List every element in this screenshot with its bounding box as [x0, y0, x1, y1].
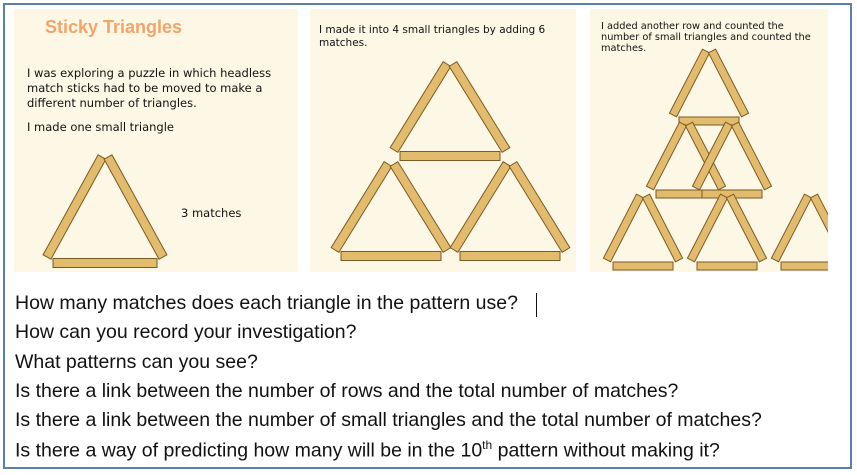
question-6 [15, 438, 720, 463]
matchstick [646, 122, 686, 190]
matchstick [390, 162, 451, 253]
panel-one-triangle [14, 9, 298, 272]
matchstick [400, 152, 500, 161]
question-6-start: Is there a way of predicting how many will be in the 10 [15, 439, 483, 462]
question-4: Is there a link between the number of rows and the total number of matches? [15, 380, 679, 402]
matchstick [726, 194, 766, 262]
matchstick [781, 262, 828, 270]
panel-title: Sticky Triangles [45, 17, 183, 37]
matchstick [669, 49, 709, 117]
matchstick [53, 259, 157, 268]
matchstick [708, 49, 748, 117]
intro-text: I was exploring a puzzle in which headless match sticks had to be moved to make a different number of triangles. [27, 66, 272, 110]
match-count-label: 3 matches [181, 206, 242, 220]
matchstick [731, 122, 771, 190]
panel-four-triangles [310, 9, 576, 272]
matchstick [331, 162, 392, 253]
matchstick-triangle-drawing [14, 9, 298, 272]
matchstick [449, 62, 510, 153]
panel-caption: I added another row and counted the number of small triangles and counted the matches. [601, 21, 811, 54]
question-6-end: pattern without making it? [492, 439, 720, 462]
matchstick-three-rows-drawing [590, 9, 828, 272]
matchstick-four-triangles-drawing [310, 9, 576, 272]
matchstick [810, 194, 828, 262]
matchstick [460, 252, 560, 261]
question-3: What patterns can you see? [15, 351, 258, 373]
matchstick [697, 262, 757, 270]
panel-three-rows [590, 9, 828, 272]
matchstick [771, 194, 811, 262]
matchstick [613, 262, 673, 270]
matchstick [104, 155, 167, 259]
question-2: How can you record your investigation? [15, 321, 357, 343]
matchstick [603, 194, 643, 262]
matchstick [450, 162, 511, 253]
matchstick [679, 117, 739, 125]
made-text: I made one small triangle [27, 120, 175, 134]
ordinal-suffix: th [482, 438, 493, 452]
matchstick [692, 122, 732, 190]
panel-caption: I made it into 4 small triangles by adding 6 matches. [319, 24, 546, 49]
matchstick [642, 194, 682, 262]
matchstick [509, 162, 570, 253]
matchstick [43, 155, 106, 259]
matchstick [390, 62, 451, 153]
text-cursor [536, 293, 537, 317]
matchstick [685, 122, 725, 190]
question-1: How many matches does each triangle in the pattern use? [15, 292, 518, 314]
question-5: Is there a link between the number of small triangles and the total number of matches? [15, 409, 762, 431]
matchstick [341, 252, 441, 261]
matchstick [687, 194, 727, 262]
